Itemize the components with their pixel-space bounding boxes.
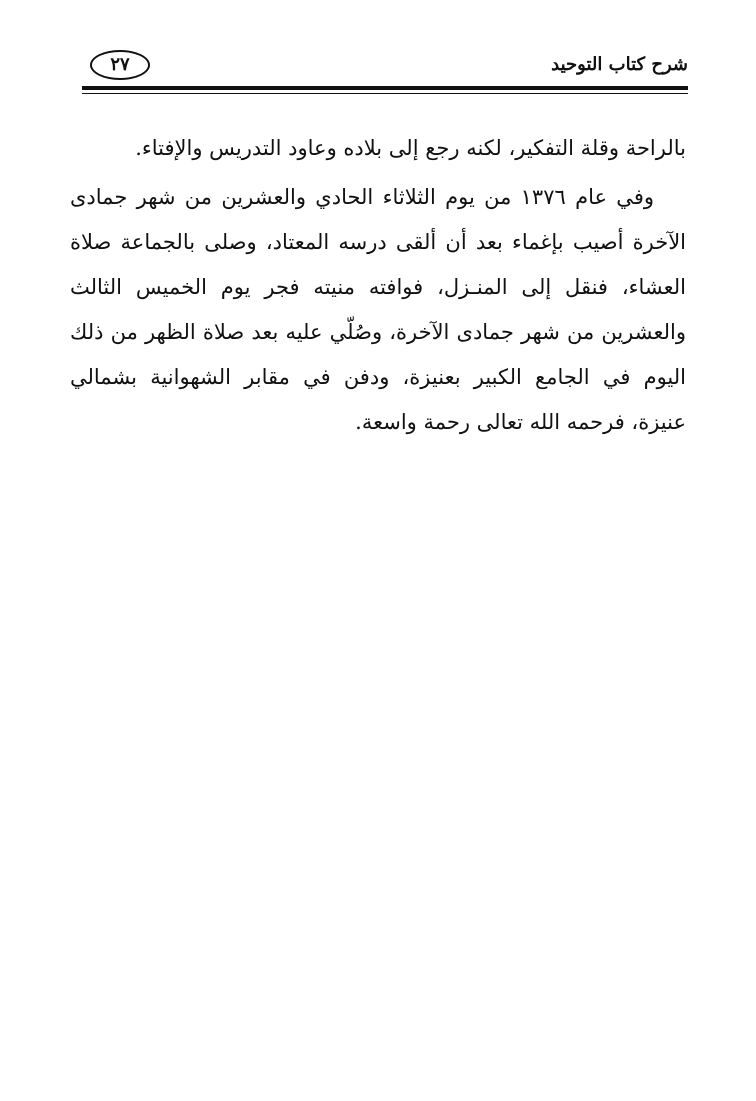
page-header — [82, 50, 688, 86]
page-number-badge: ٢٧ — [90, 50, 150, 80]
header-rule-thin — [82, 93, 688, 94]
page-body — [70, 126, 686, 445]
running-title: شرح كتاب التوحيد — [551, 54, 688, 75]
paragraph-continuation: بالراحة وقلة التفكير، لكنه رجع إلى بلاده وعاود التدريس والإفتاء. — [135, 136, 686, 160]
paragraph-death-account: وفي عام ١٣٧٦ من يوم الثلاثاء الحادي والعشرين من شهر جمادى الآخرة أصيب بإغماء بعد أن ألقى درسه المعتاد، وصلى بالجماعة صلاة العشاء، فنقل إلى المنـزل، فوافته منيته فجر يوم الخميس الثالث والعشرين من شهر جمادى الآخرة، وصُلّي عليه بعد صلاة الظهر من ذلك اليوم في الجامع الكبير بعنيزة، ودفن في مقابر الشهوانية بشمالي عنيزة، فرحمه الله تعالى رحمة واسعة. — [70, 185, 686, 434]
header-rule-thick — [82, 86, 688, 90]
